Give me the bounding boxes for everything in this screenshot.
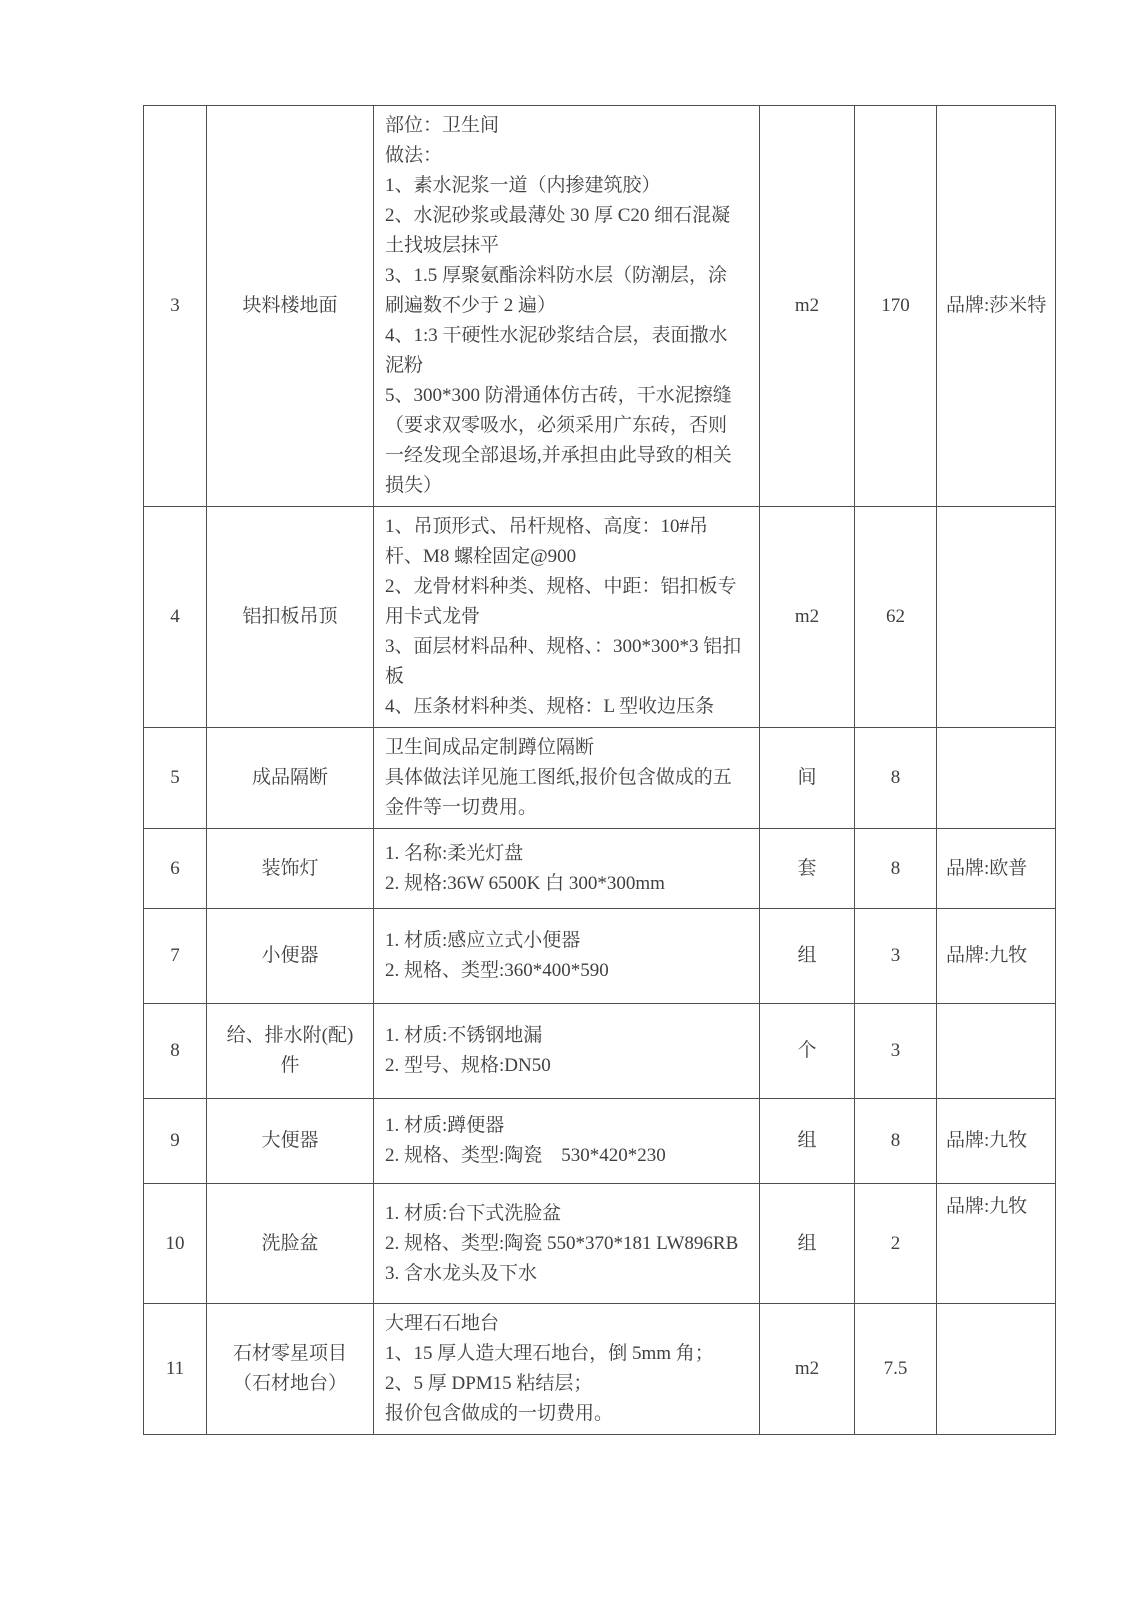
row-number-cell: 11 (144, 1304, 207, 1435)
brand-cell (937, 507, 1056, 728)
item-name-cell (207, 507, 374, 728)
unit-cell: 套 (760, 829, 855, 909)
table-row (144, 909, 1056, 1004)
item-name-cell (207, 1004, 374, 1099)
item-name-line: 大便器 (261, 1130, 319, 1151)
quantity-cell: 62 (855, 507, 937, 728)
unit-cell: 组 (760, 909, 855, 1004)
description-cell (374, 1304, 760, 1435)
item-name-line: 件 (280, 1055, 300, 1076)
description-line: 1. 名称:柔光灯盘 (385, 842, 524, 864)
description-line: 1. 材质:不锈钢地漏 (385, 1025, 543, 1046)
row-number-cell: 10 (144, 1184, 207, 1304)
description-line: 3. 含水龙头及下水 (385, 1262, 538, 1284)
brand-cell (937, 1004, 1056, 1099)
row-number-cell: 8 (144, 1004, 207, 1099)
description-line: 1、素水泥浆一道（内掺建筑胶） (385, 175, 661, 196)
description-line: 2、龙骨材料种类、规格、中距：铝扣板专用卡式龙骨 (385, 576, 737, 627)
description-line: 1、15 厚人造大理石地台，倒 5mm 角； (385, 1343, 714, 1364)
description-line: 2、5 厚 DPM15 粘结层； (385, 1373, 593, 1394)
brand-cell: 品牌:九牧 (937, 1184, 1056, 1304)
description-line: 1. 材质:台下式洗脸盆 (385, 1202, 562, 1224)
item-name-line: 铝扣板吊顶 (242, 606, 338, 627)
description-cell (374, 909, 760, 1004)
table-row (144, 507, 1056, 728)
description-line: 3、1.5 厚聚氨酯涂料防水层（防潮层，涂刷遍数不少于 2 遍） (385, 265, 728, 316)
description-cell (374, 507, 760, 728)
quantity-cell: 8 (855, 728, 937, 829)
item-name-line: （石材地台） (232, 1373, 347, 1394)
description-line: 2、水泥砂浆或最薄处 30 厚 C20 细石混凝土找坡层抹平 (385, 205, 731, 256)
table-row (144, 1184, 1056, 1304)
description-cell (374, 829, 760, 909)
unit-cell: m2 (760, 106, 855, 507)
item-name-line: 石材零星项目 (232, 1343, 347, 1364)
item-name-cell (207, 1304, 374, 1435)
description-cell (374, 1004, 760, 1099)
boq-table-body (144, 106, 1056, 1435)
description-line: 2. 规格:36W 6500K 白 300*300mm (385, 872, 665, 894)
description-line: 1. 材质:蹲便器 (385, 1115, 505, 1136)
quantity-cell: 170 (855, 106, 937, 507)
brand-cell (937, 1304, 1056, 1435)
description-line: 5、300*300 防滑通体仿古砖，干水泥擦缝（要求双零吸水，必须采用广东砖，否则一经发现全部退场,并承担由此导致的相关损失） (385, 385, 732, 496)
item-name-cell (207, 909, 374, 1004)
unit-cell: m2 (760, 507, 855, 728)
description-line: 4、压条材料种类、规格：L 型收边压条 (385, 696, 715, 717)
description-cell (374, 1099, 760, 1184)
quantity-cell: 2 (855, 1184, 937, 1304)
description-line: 卫生间成品定制蹲位隔断 (385, 737, 595, 758)
description-line: 2. 规格、类型:360*400*590 (385, 960, 609, 981)
row-number-cell: 7 (144, 909, 207, 1004)
item-name-cell (207, 829, 374, 909)
boq-table (143, 105, 1056, 1435)
description-cell (374, 1184, 760, 1304)
description-line: 2. 规格、类型:陶瓷 530*420*230 (385, 1145, 666, 1166)
description-line: 3、面层材料品种、规格、：300*300*3 铝扣板 (385, 636, 742, 687)
description-line: 4、1:3 干硬性水泥砂浆结合层，表面撒水泥粉 (385, 325, 728, 376)
description-line: 具体做法详见施工图纸,报价包含做成的五金件等一切费用。 (385, 767, 732, 818)
unit-cell: 组 (760, 1184, 855, 1304)
brand-cell (937, 728, 1056, 829)
row-number-cell: 3 (144, 106, 207, 507)
description-cell (374, 106, 760, 507)
brand-cell: 品牌:九牧 (937, 1099, 1056, 1184)
brand-cell: 品牌:莎米特 (937, 106, 1056, 507)
table-row (144, 106, 1056, 507)
quantity-cell: 7.5 (855, 1304, 937, 1435)
quantity-cell: 3 (855, 909, 937, 1004)
item-name-line: 给、排水附(配) (226, 1025, 354, 1046)
brand-cell: 品牌:九牧 (937, 909, 1056, 1004)
unit-cell: m2 (760, 1304, 855, 1435)
description-line: 大理石石地台 (385, 1313, 500, 1334)
unit-cell: 个 (760, 1004, 855, 1099)
description-line: 1. 材质:感应立式小便器 (385, 930, 581, 951)
description-line: 做法： (385, 145, 443, 166)
item-name-cell (207, 728, 374, 829)
description-line: 2. 型号、规格:DN50 (385, 1055, 551, 1076)
unit-cell: 组 (760, 1099, 855, 1184)
item-name-line: 成品隔断 (251, 767, 328, 788)
item-name-line: 块料楼地面 (242, 295, 338, 316)
description-line: 2. 规格、类型:陶瓷 550*370*181 LW896RB (385, 1232, 739, 1254)
table-row (144, 829, 1056, 909)
description-cell (374, 728, 760, 829)
table-row (144, 728, 1056, 829)
description-line: 1、吊顶形式、吊杆规格、高度：10#吊杆、M8 螺栓固定@900 (385, 516, 709, 567)
item-name-line: 小便器 (261, 945, 319, 966)
table-row (144, 1004, 1056, 1099)
quantity-cell: 8 (855, 829, 937, 909)
description-line: 报价包含做成的一切费用。 (385, 1403, 614, 1424)
description-line: 部位：卫生间 (385, 115, 500, 136)
item-name-cell (207, 1099, 374, 1184)
quantity-cell: 3 (855, 1004, 937, 1099)
row-number-cell: 4 (144, 507, 207, 728)
quantity-cell: 8 (855, 1099, 937, 1184)
row-number-cell: 6 (144, 829, 207, 909)
item-name-cell (207, 1184, 374, 1304)
table-row (144, 1304, 1056, 1435)
item-name-line: 装饰灯 (261, 857, 319, 879)
item-name-line: 洗脸盆 (261, 1232, 319, 1254)
row-number-cell: 5 (144, 728, 207, 829)
row-number-cell: 9 (144, 1099, 207, 1184)
item-name-cell (207, 106, 374, 507)
unit-cell: 间 (760, 728, 855, 829)
table-row (144, 1099, 1056, 1184)
brand-cell: 品牌:欧普 (937, 829, 1056, 909)
